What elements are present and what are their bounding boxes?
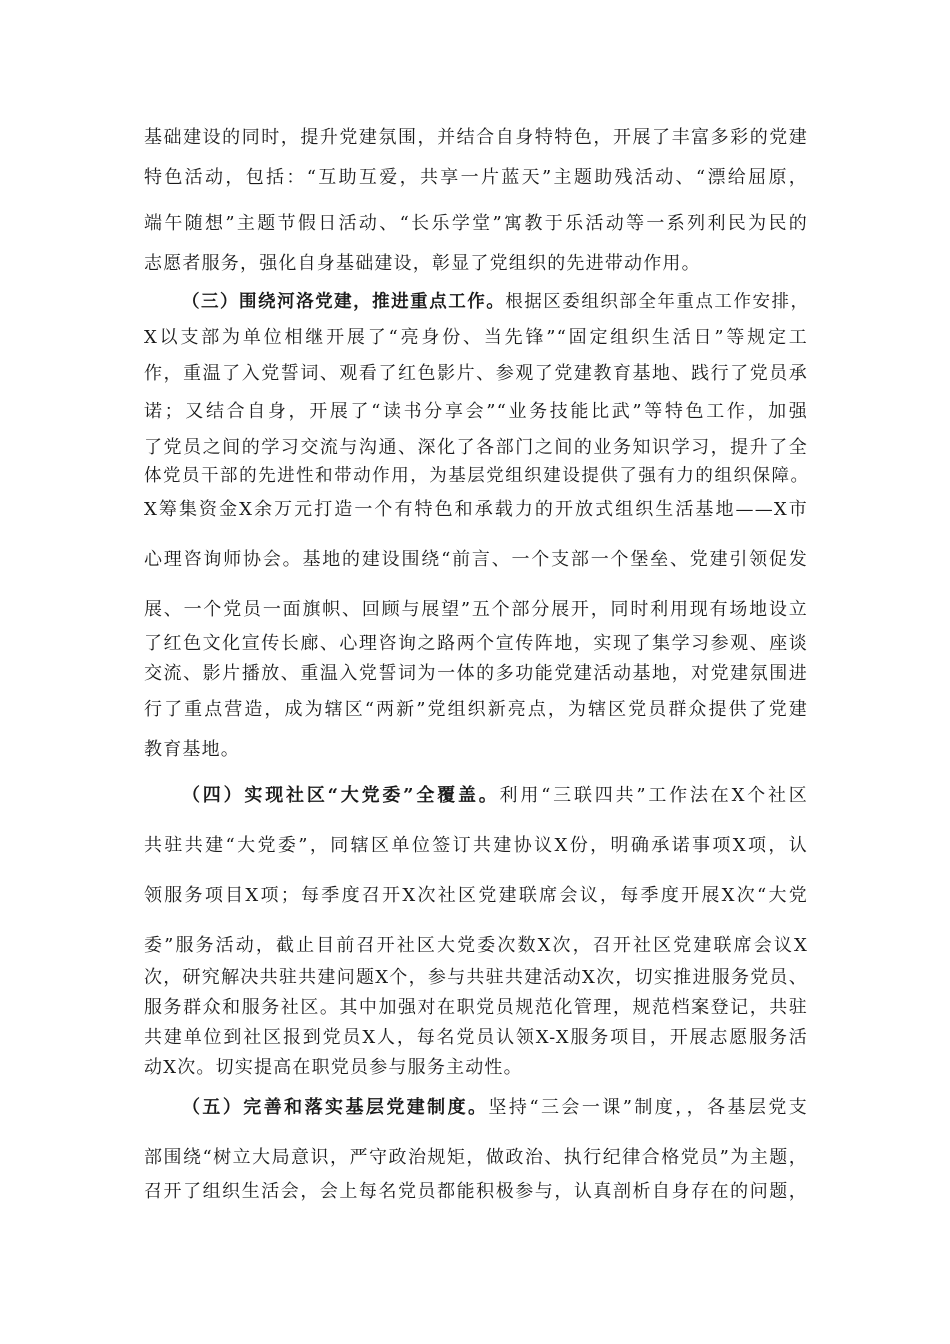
section-heading-4: （四）实现社区“大党委”全覆盖。: [182, 785, 500, 806]
text-line: 体党员干部的先进性和带动作用，为基层党组织建设提供了强有力的组织保障。: [144, 466, 808, 486]
paragraph-first-line: [182, 290, 808, 314]
text-line: 基础建设的同时，提升党建氛围，并结合自身特特色，开展了丰富多彩的党建: [144, 127, 808, 148]
text-line: 召开了组织生活会，会上每名党员都能积极参与，认真剖析自身存在的问题，: [144, 1181, 808, 1202]
text-line: 端午随想”主题节假日活动、“长乐学堂”寓教于乐活动等一系列利民为民的: [144, 213, 808, 234]
text-line: 心理咨询师协会。基地的建设围绕“前言、一个支部一个堡垒、党建引领促发: [144, 549, 808, 570]
text-line: X筹集资金X余万元打造一个有特色和承载力的开放式组织生活基地——X市: [144, 499, 808, 520]
text-line: 共驻共建“大党委”，同辖区单位签订共建协议X份，明确承诺事项X项，认: [144, 835, 808, 856]
text-line: 教育基地。: [144, 739, 240, 760]
text-line: 诺；又结合自身，开展了“读书分享会”“业务技能比武”等特色工作，加强: [144, 401, 808, 422]
text-line: 委”服务活动，截止目前召开社区大党委次数X次，召开社区党建联席会议X: [144, 935, 808, 956]
text-line: 了党员之间的学习交流与沟通、深化了各部门之间的业务知识学习，提升了全: [144, 437, 808, 458]
text-line: 部围绕“树立大局意识，严守政治规矩，做政治、执行纪律合格党员”为主题，: [144, 1147, 808, 1168]
paragraph-first-line: [182, 1096, 808, 1120]
text-line: 特色活动，包括：“互助互爱，共享一片蓝天”主题助残活动、“漂给屈原，: [144, 167, 808, 188]
section-heading-3: （三）围绕河洛党建，推进重点工作。: [182, 292, 506, 312]
text-line: 服务群众和服务社区。其中加强对在职党员规范化管理，规范档案登记，共驻: [144, 997, 808, 1018]
text-line: 交流、影片播放、重温入党誓词为一体的多功能党建活动基地，对党建氛围进: [144, 663, 808, 684]
text-line: 作，重温了入党誓词、观看了红色影片、参观了党建教育基地、践行了党员承: [144, 363, 808, 384]
text-line: 了红色文化宣传长廊、心理咨询之路两个宣传阵地，实现了集学习参观、座谈: [144, 633, 808, 654]
section-heading-5: （五）完善和落实基层党建制度。: [182, 1097, 489, 1118]
text-span: 根据区委组织部全年重点工作安排，: [505, 292, 808, 312]
text-line: X以支部为单位相继开展了“亮身份、当先锋”“固定组织生活日”等规定工: [144, 327, 808, 348]
text-line: 志愿者服务，强化自身基础建设，彰显了党组织的先进带动作用。: [144, 253, 701, 274]
text-line: 行了重点营造，成为辖区“两新”党组织新亮点，为辖区党员群众提供了党建: [144, 699, 808, 720]
paragraph-first-line: [182, 784, 808, 808]
text-line: 动X次。切实提高在职党员参与服务主动性。: [144, 1057, 523, 1078]
text-line: 次，研究解决共驻共建问题X个，参与共驻共建活动X次，切实推进服务党员、: [144, 967, 808, 988]
text-span: 利用“三联四共”工作法在X个社区: [499, 785, 808, 806]
text-line: 共建单位到社区报到党员X人，每名党员认领X-X服务项目，开展志愿服务活: [144, 1027, 808, 1048]
text-line: 展、一个党员一面旗帜、回顾与展望”五个部分展开，同时利用现有场地设立: [144, 599, 808, 620]
text-span: 坚持“三会一课”制度，，各基层党支: [488, 1097, 808, 1118]
text-line: 领服务项目X项；每季度召开X次社区党建联席会议，每季度开展X次“大党: [144, 885, 808, 906]
